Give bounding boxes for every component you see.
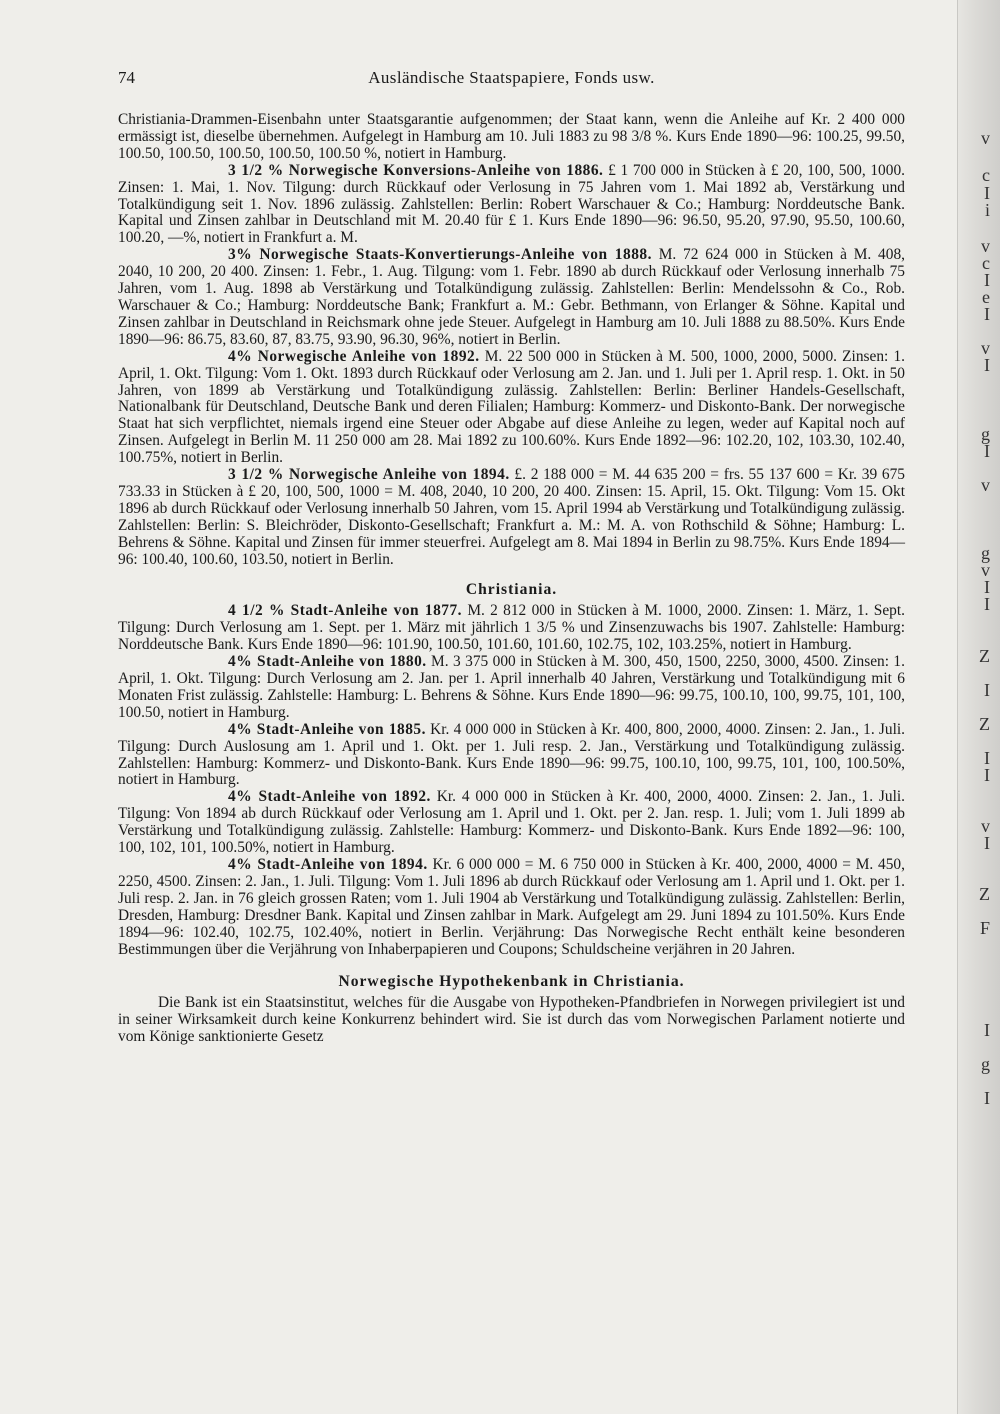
- entry-text: M. 72 624 000 in Stücken à M. 408, 2040, 10 200, 20 400. Zinsen: 1. Febr., 1. Aug. Tilgung: vom 1. Febr. 1890 ab durch Rückkauf oder Verlosung innerhalb 75 Jahren, vom 1. Aug. 1898 ab Verstärkung und Totalkündigung zulässig. Zahlstellen: Berlin: Mendelssohn & Co., Rob. Warschauer & Co.; Hamburg: Norddeutsche Bank; Frankfurt a. M.: Gebr. Bethmann, von Erlanger & Söhne. Kapital und Zinsen zahlbar in Deutschland in Reichsmark ohne jede Steuer. Aufgelegt in Hamburg am 10. Juli 1888 zu 88.50%. Kurs Ende 1890—96: 86.75, 83.60, 87, 83.75, 93.90, 96.30, 96%, notiert in Berlin.: [118, 246, 905, 348]
- entry-stadt-1877: [118, 603, 905, 654]
- margin-fragment: I: [984, 1020, 990, 1040]
- entry-stadt-1880: [118, 654, 905, 722]
- entry-text: M. 2 812 000 in Stücken à M. 1000, 2000. Zinsen: 1. März, 1. Sept. Tilgung: Durch Verlosung am 1. Sept. per 1. März mit jährlich 1 3/5 % und Zinsenzuwachs bis 1907. Zahlstelle: Hamburg: Norddeutsche Bank. Kurs Ende 1890—96: 101.90, 100.50, 101.60, 101.60, 102.75, 102, 103.25%, notiert in Hamburg.: [118, 602, 905, 654]
- entry-konvertierungs-1888: [118, 247, 905, 348]
- entry-text: M. 3 375 000 in Stücken à M. 300, 450, 1500, 2250, 3000, 4500. Zinsen: 1. April, 1. Okt. Tilgung: Durch Verlosung am 2. Jan. per 1. April innerhalb 40 Jahren, Verstärkung und Totalkündigung mit 6 Monaten Frist zulässig. Zahlstelle: Hamburg: L. Behrens & Söhne. Kurs Ende 1890—96: 99.75, 100.10, 100, 99.75, 101, 100, 100.50, notiert in Hamburg.: [118, 653, 905, 721]
- running-title: Ausländische Staatspapiere, Fonds usw.: [368, 68, 655, 87]
- margin-fragment: I: [984, 594, 990, 614]
- page-header: [118, 62, 905, 92]
- entry-title: 3% Norwegische Staats-Konvertierungs-Anleihe von 1888.: [228, 246, 652, 264]
- entry-text: M. 22 500 000 in Stücken à M. 500, 1000, 2000, 5000. Zinsen: 1. April, 1. Okt. Tilgung: Vom 1. Okt. 1893 durch Rückkauf oder Verlosung am 2. Jan. und 1. Juli per 1. April resp. 1. Okt. in 50 Jahren, von 1899 ab Verstärkung und Totalkündigung zulässig. Zahlstellen: Berlin: Berliner Handels-Gesellschaft, Nationalbank für Deutschland, Deutsche Bank und deren Filialen; Hamburg: Kommerz- und Diskonto-Bank. Der norwegische Staat hat sich verpflichtet, niemals irgend eine Steuer oder Abgabe auf diese Anleihe zu legen, weder auf Kapital noch auf Zinsen. Aufgelegt in Berlin M. 11 250 000 am 28. Mai 1892 zu 100.60%. Kurs Ende 1892—96: 102.20, 102, 103.30, 102.40, 100.75%, notiert in Berlin.: [118, 347, 905, 467]
- page-number: 74: [118, 68, 135, 87]
- entry-konversions-1886: [118, 163, 905, 248]
- margin-fragment: v: [981, 236, 990, 256]
- body-text: [118, 112, 905, 1046]
- section-heading-hypothekenbank: Norwegische Hypothekenbank in Christiania.: [338, 973, 685, 991]
- margin-fragment: c: [982, 253, 990, 273]
- margin-fragment: e: [982, 287, 990, 307]
- document-page: [118, 62, 905, 1046]
- margin-fragment: I: [984, 355, 990, 375]
- entry-anleihe-1894: [118, 467, 905, 568]
- margin-fragment: Z: [979, 714, 990, 734]
- margin-fragment: g: [981, 543, 990, 563]
- margin-fragment: I: [984, 748, 990, 768]
- entry-title: 3 1/2 % Norwegische Konversions-Anleihe von 1886.: [228, 161, 604, 179]
- margin-fragment: i: [984, 200, 990, 220]
- entry-text: Kr. 6 000 000 = M. 6 750 000 in Stücken à Kr. 400, 2000, 4000 = M. 450, 2250, 4500. Zinsen: 2. Jan., 1. Juli. Tilgung: Vom 1. Juli 1896 ab durch Rückkauf oder Verlosung am 1. April und 1. Okt. per 1. Juli resp. 2. Jan. in 76 gleich grossen Raten; vom 1. Juli 1904 ab Verstärkung und Totalkündigung zulässig. Zahlstellen: Berlin, Dresden, Hamburg: Dresdner Bank. Kapital und Zinsen zahlbar in Mark. Aufgelegt am 29. Juni 1894 zu 101.50%. Kurs Ende 1894—96: 102.40, 102.75, 102.40%, notiert in Berlin. Verjährung: Das Norwegische Recht enthält keine besonderen Bestimmungen über die Verjährung von Inhaberpapieren und Coupons; Schuldscheine verjähren in 20 Jahren.: [118, 855, 905, 958]
- entry-title: 3 1/2 % Norwegische Anleihe von 1894.: [228, 466, 510, 484]
- margin-fragment: g: [981, 424, 990, 444]
- entry-stadt-1894: [118, 857, 905, 958]
- margin-fragment: v: [981, 560, 990, 580]
- entry-anleihe-1892: [118, 349, 905, 467]
- margin-fragment: v: [981, 816, 990, 836]
- entry-stadt-1892: [118, 789, 905, 857]
- margin-fragment: I: [984, 577, 990, 597]
- margin-fragment: I: [984, 304, 990, 324]
- margin-fragment: I: [984, 183, 990, 203]
- entry-title: 4 1/2 % Stadt-Anleihe von 1877.: [228, 602, 463, 620]
- margin-fragment: Z: [979, 646, 990, 666]
- margin-fragment: I: [984, 680, 990, 700]
- entry-title: 4% Stadt-Anleihe von 1885.: [228, 720, 426, 738]
- entry-title: 4% Stadt-Anleihe von 1880.: [228, 653, 427, 671]
- margin-fragment: c: [982, 165, 990, 185]
- margin-fragment: I: [984, 833, 990, 853]
- margin-fragment: I: [984, 765, 990, 785]
- margin-fragment: v: [981, 128, 990, 148]
- entry-text: Kr. 4 000 000 in Stücken à Kr. 400, 2000, 4000. Zinsen: 2. Jan., 1. Juli. Tilgung: Von 1894 ab durch Rückkauf oder Verlosung am 1. April und 1. Okt. per 2. Jan. resp. 1. Juli; vom 1. Juli 1899 ab Verstärkung und Totalkündigung zulässig. Zahlstelle: Hamburg: Kommerz- und Diskonto-Bank. Kurs Ende 1892—96: 100, 100, 102, 101, 100.50%, notiert in Hamburg.: [118, 788, 905, 857]
- entry-text: Kr. 4 000 000 in Stücken à Kr. 400, 800, 2000, 4000. Zinsen: 2. Jan., 1. Juli. Tilgung: Durch Auslosung am 1. April und 1. Okt. per 1. Juli resp. 2. Jan., Verstärkung und Totalkündigung zulässig. Zahlstellen: Hamburg: Kommerz- und Diskonto-Bank. Kurs Ende 1890—96: 99.75, 100.10, 100, 99.75, 101, 100, 100.50%, notiert in Hamburg.: [118, 720, 905, 789]
- section-heading-christiania: Christiania.: [465, 581, 558, 599]
- margin-fragment: I: [984, 441, 990, 461]
- margin-fragment: F: [979, 918, 990, 938]
- adjacent-page-edge: [957, 0, 1000, 1414]
- margin-fragment: v: [981, 338, 990, 358]
- entry-title: 4% Stadt-Anleihe von 1892.: [228, 788, 431, 806]
- entry-text: £ 1 700 000 in Stücken à £ 20, 100, 500, 1000. Zinsen: 1. Mai, 1. Nov. Tilgung: durch Rückkauf oder Verlosung in 75 Jahren vom 1. Mai 1892 ab, Verstärkung und Totalkündigung seit 1. Nov. 1896 zulässig. Zahlstellen: Berlin: Robert Warschauer & Co.; Hamburg: Norddeutsche Bank. Kapital und Zinsen zahlbar in Deutschland mit M. 20.40 für £ 1. Kurs Ende 1890—96: 96.50, 95.20, 97.90, 95.50, 100.60, 100.20, —%, notiert in Frankfurt a. M.: [118, 161, 905, 247]
- margin-fragment: g: [981, 1054, 990, 1074]
- entry-title: 4% Norwegische Anleihe von 1892.: [228, 347, 480, 365]
- entry-title: 4% Stadt-Anleihe von 1894.: [228, 855, 428, 873]
- entry-stadt-1885: [118, 722, 905, 790]
- entry-text: £. 2 188 000 = M. 44 635 200 = frs. 55 137 600 = Kr. 39 675 733.33 in Stücken à £ 20, 100, 500, 1000 = M. 408, 2040, 10 200, 20 400. Zinsen: 15. April, 15. Okt. Tilgung: Vom 15. Okt 1896 ab durch Rückkauf oder Verlosung innerhalb 50 Jahren, vom 15. April 1994 ab Verstärkung und Totalkündigung zulässig. Zahlstellen: Berlin: S. Bleichröder, Diskonto-Gesellschaft; Frankfurt a. M.: M. A. von Rothschild & Söhne; Hamburg: L. Behrens & Söhne. Kapital und Zinsen für immer steuerfrei. Aufgelegt am 8. Mai 1894 in Berlin zu 98.75%. Kurs Ende 1894—96: 100.40, 100.60, 103.50, notiert in Berlin.: [118, 466, 905, 568]
- margin-fragment: v: [981, 475, 990, 495]
- margin-fragment: I: [984, 270, 990, 290]
- margin-fragment: Z: [979, 884, 990, 904]
- intro-paragraph: Christiania-Drammen-Eisenbahn unter Staatsgarantie aufgenommen; der Staat kann, wenn die Anleihe auf Kr. 2 400 000 ermässigt ist, dieselbe übernehmen. Aufgelegt in Hamburg am 10. Juli 1883 zu 98 3/8 %. Kurs Ende 1890—96: 100.25, 99.50, 100.50, 100.50, 100.50, 100.50, 100.50 %, notiert in Hamburg.: [118, 111, 905, 162]
- hypothekenbank-paragraph: Die Bank ist ein Staatsinstitut, welches für die Ausgabe von Hypotheken-Pfandbriefen in Norwegen privilegiert ist und in seiner Wirksamkeit durch keine Konkurrenz behindert wird. Sie ist durch das vom Norwegischen Parlament notierte und vom Könige sanktionierte Gesetz: [118, 994, 905, 1046]
- margin-fragment: I: [984, 1088, 990, 1108]
